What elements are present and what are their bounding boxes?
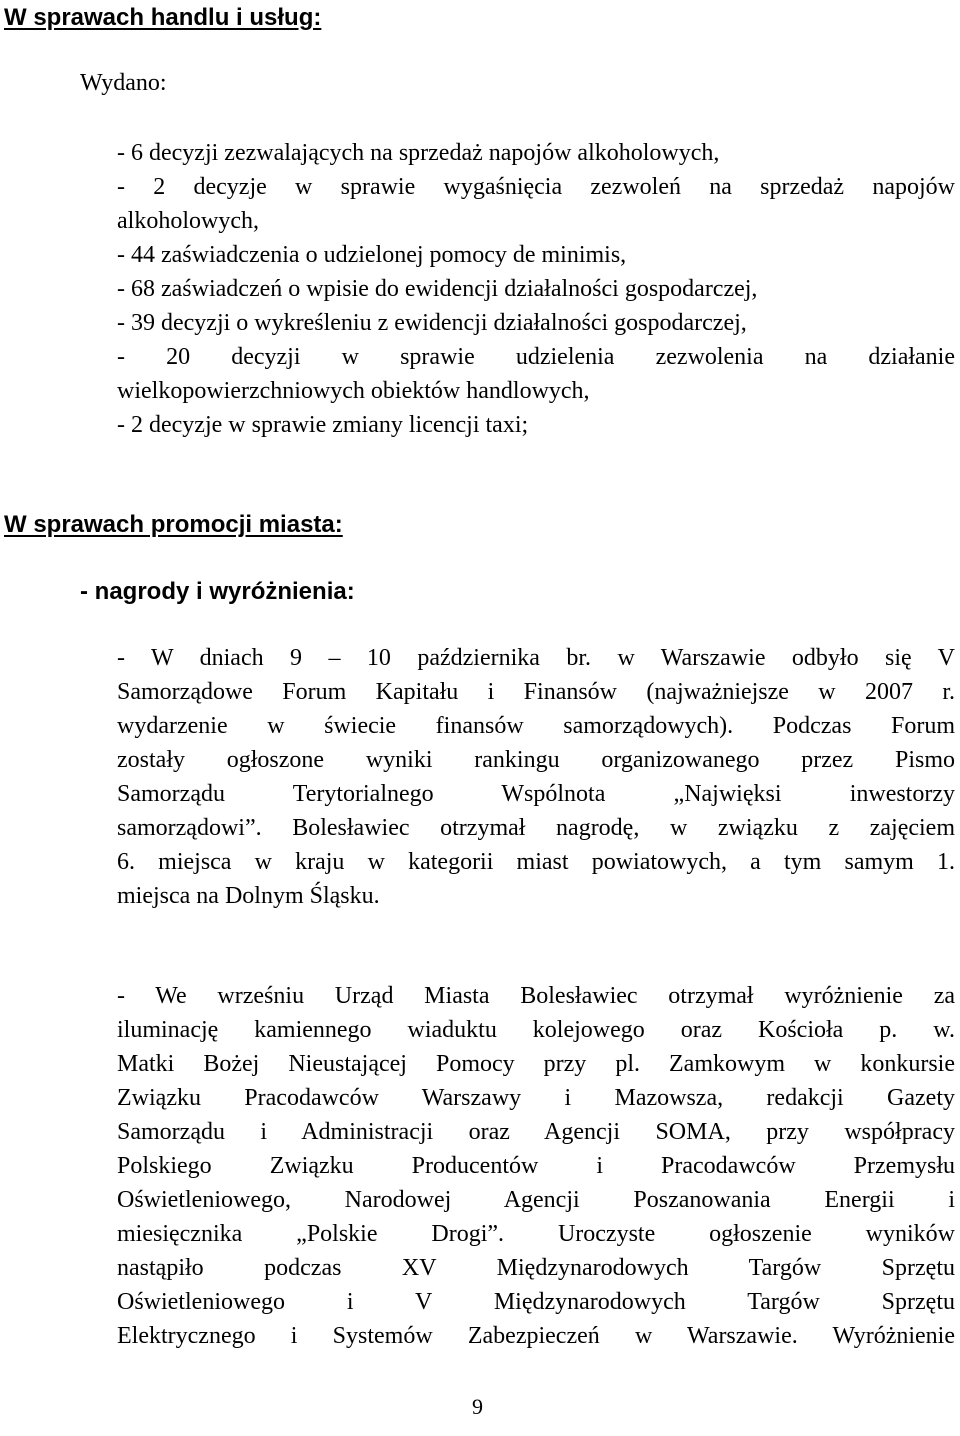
paragraph-line: Oświetleniowego, Narodowej Agencji Poszanowania Energii i — [117, 1187, 955, 1213]
paragraph-line: wydarzenie w świecie finansów samorządowych). Podczas Forum — [117, 713, 955, 739]
paragraph-line: Samorządowe Forum Kapitału i Finansów (najważniejsze w 2007 r. — [117, 679, 955, 705]
paragraph-line: - We wrześniu Urząd Miasta Bolesławiec otrzymał wyróżnienie za — [117, 983, 955, 1009]
section-heading-trade: W sprawach handlu i usług: — [4, 4, 322, 31]
paragraph-line: miejsca na Dolnym Śląsku. — [117, 883, 380, 909]
issued-label: Wydano: — [80, 70, 167, 96]
paragraph-line: Samorządu Terytorialnego Wspólnota „Najwięksi inwestorzy — [117, 781, 955, 807]
subheading-awards: - nagrody i wyróżnienia: — [80, 578, 355, 605]
paragraph-line: 6. miejsca w kraju w kategorii miast powiatowych, a tym samym 1. — [117, 849, 955, 875]
award-paragraph-1 — [117, 641, 955, 913]
trade-item: - 68 zaświadczeń o wpisie do ewidencji działalności gospodarczej, — [117, 276, 758, 302]
section-heading-promotion: W sprawach promocji miasta: — [4, 511, 343, 538]
paragraph-line: - W dniach 9 – 10 października br. w Warszawie odbyło się V — [117, 645, 955, 671]
paragraph-line: miesięcznika „Polskie Drogi”. Uroczyste ogłoszenie wyników — [117, 1221, 955, 1247]
paragraph-line: zostały ogłoszone wyniki rankingu organizowanego przez Pismo — [117, 747, 955, 773]
paragraph-line: iluminację kamiennego wiaduktu kolejowego oraz Kościoła p. w. — [117, 1017, 955, 1043]
page-number: 9 — [472, 1394, 483, 1419]
trade-item: - 2 decyzje w sprawie wygaśnięcia zezwoleń na sprzedaż napojów — [117, 174, 955, 200]
paragraph-line: Oświetleniowego i V Międzynarodowych Targów Sprzętu — [117, 1289, 955, 1315]
paragraph-line: samorządowi”. Bolesławiec otrzymał nagrodę, w związku z zajęciem — [117, 815, 955, 841]
paragraph-line: Matki Bożej Nieustającej Pomocy przy pl. Zamkowym w konkursie — [117, 1051, 955, 1077]
trade-list — [117, 136, 955, 442]
trade-item: - 44 zaświadczenia o udzielonej pomocy de minimis, — [117, 242, 627, 268]
award-paragraph-2 — [117, 979, 955, 1353]
paragraph-line: Związku Pracodawców Warszawy i Mazowsza, redakcji Gazety — [117, 1085, 955, 1111]
trade-item: - 20 decyzji w sprawie udzielenia zezwolenia na działanie — [117, 344, 955, 370]
paragraph-line: Samorządu i Administracji oraz Agencji SOMA, przy współpracy — [117, 1119, 955, 1145]
trade-item: alkoholowych, — [117, 208, 259, 234]
paragraph-line: Polskiego Związku Producentów i Pracodawców Przemysłu — [117, 1153, 955, 1179]
paragraph-line: Elektrycznego i Systemów Zabezpieczeń w Warszawie. Wyróżnienie — [117, 1323, 955, 1349]
trade-item: wielkopowierzchniowych obiektów handlowych, — [117, 378, 590, 404]
trade-item: - 39 decyzji o wykreśleniu z ewidencji działalności gospodarczej, — [117, 310, 747, 336]
paragraph-line: nastąpiło podczas XV Międzynarodowych Targów Sprzętu — [117, 1255, 955, 1281]
trade-item: - 6 decyzji zezwalających na sprzedaż napojów alkoholowych, — [117, 140, 720, 166]
trade-item: - 2 decyzje w sprawie zmiany licencji taxi; — [117, 412, 529, 438]
